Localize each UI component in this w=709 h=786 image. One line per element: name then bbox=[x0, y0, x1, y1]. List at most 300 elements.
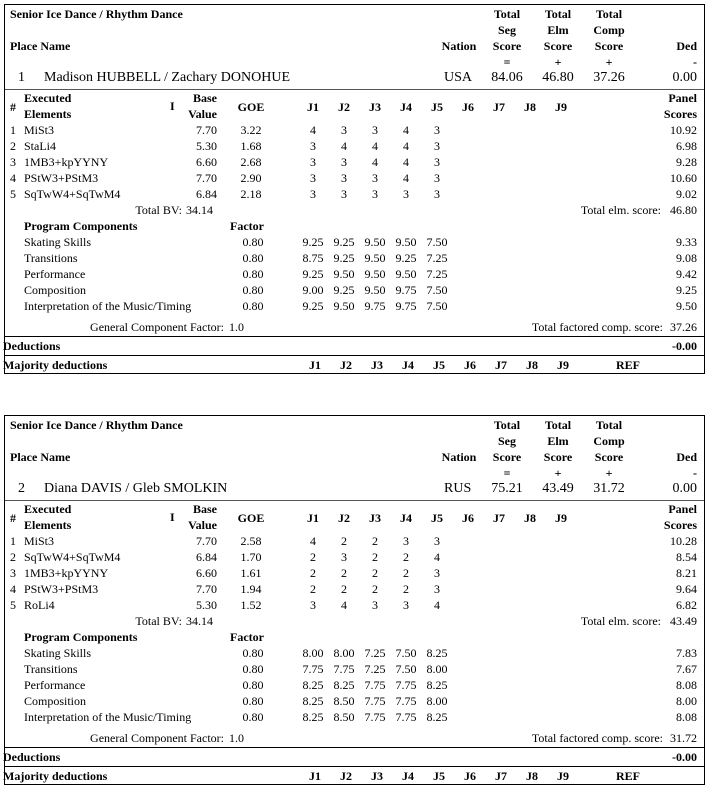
element-judge-score: 4 bbox=[372, 139, 378, 153]
component-name: Transitions bbox=[24, 662, 78, 676]
total-comp-header-2: Comp bbox=[593, 434, 625, 448]
place-name-header: Place Name bbox=[10, 39, 71, 53]
element-number: 5 bbox=[10, 187, 16, 201]
element-base-value: 7.70 bbox=[196, 123, 217, 137]
component-judge-score: 9.25 bbox=[302, 299, 324, 313]
hash-header: # bbox=[10, 100, 16, 114]
majority-judge-header-2: J2 bbox=[340, 769, 352, 783]
component-factor: 0.80 bbox=[242, 710, 264, 724]
component-judge-score: 9.25 bbox=[302, 267, 324, 281]
element-code: SqTwW4+SqTwM4 bbox=[24, 187, 121, 201]
gcf-value: 1.0 bbox=[229, 320, 244, 334]
total-elm-score-value: 46.80 bbox=[670, 203, 697, 217]
component-judge-score: 9.50 bbox=[333, 299, 355, 313]
element-goe: 2.68 bbox=[240, 155, 262, 169]
ref-header: REF bbox=[616, 358, 640, 372]
element-base-value: 6.60 bbox=[196, 566, 217, 580]
component-panel-score: 9.08 bbox=[676, 251, 697, 265]
component-judge-score: 7.75 bbox=[364, 710, 386, 724]
component-name: Transitions bbox=[24, 251, 78, 265]
judge-header-9: J9 bbox=[555, 100, 567, 114]
total-elm-score-value: 43.49 bbox=[670, 614, 697, 628]
component-judge-score: 9.00 bbox=[302, 283, 324, 297]
element-judge-score: 2 bbox=[310, 566, 316, 580]
judge-header-6: J6 bbox=[462, 511, 474, 525]
tss-value: 75.21 bbox=[491, 481, 523, 496]
component-factor: 0.80 bbox=[242, 662, 264, 676]
element-base-value: 5.30 bbox=[196, 139, 217, 153]
element-judge-score: 3 bbox=[434, 139, 440, 153]
total-elm-header-3: Score bbox=[543, 450, 573, 464]
skater-nation: USA bbox=[444, 70, 473, 85]
element-judge-score: 2 bbox=[372, 582, 378, 596]
element-judge-score: 3 bbox=[434, 155, 440, 169]
element-judge-score: 4 bbox=[403, 171, 409, 185]
element-judge-score: 3 bbox=[403, 187, 409, 201]
majority-top-line bbox=[5, 355, 704, 356]
tes-value: 43.49 bbox=[542, 481, 574, 496]
sheet-title: Senior Ice Dance / Rhythm Dance bbox=[10, 7, 183, 21]
component-judge-score: 7.50 bbox=[395, 646, 417, 660]
component-panel-score: 8.08 bbox=[676, 678, 697, 692]
component-judge-score: 9.25 bbox=[333, 235, 355, 249]
pcs-value: 37.26 bbox=[593, 70, 625, 85]
protocol-sheet-2 bbox=[4, 415, 705, 785]
component-judge-score: 7.75 bbox=[395, 710, 417, 724]
element-panel-score: 10.28 bbox=[670, 534, 697, 548]
ded-header-minus: - bbox=[693, 55, 697, 69]
element-judge-score: 3 bbox=[434, 582, 440, 596]
skater-name: Madison HUBBELL / Zachary DONOHUE bbox=[44, 70, 290, 85]
judge-header-3: J3 bbox=[369, 511, 381, 525]
component-judge-score: 9.50 bbox=[364, 267, 386, 281]
total-factored-value: 37.26 bbox=[670, 320, 697, 334]
total-elm-score-label: Total elm. score: bbox=[580, 614, 661, 628]
element-number: 4 bbox=[10, 171, 16, 185]
element-goe: 2.18 bbox=[240, 187, 262, 201]
component-judge-score: 7.75 bbox=[395, 678, 417, 692]
component-judge-score: 9.25 bbox=[302, 235, 324, 249]
component-factor: 0.80 bbox=[242, 235, 264, 249]
component-judge-score: 8.25 bbox=[426, 678, 448, 692]
total-elm-header-1: Total bbox=[544, 7, 572, 21]
element-base-value: 7.70 bbox=[196, 582, 217, 596]
component-panel-score: 9.25 bbox=[676, 283, 697, 297]
ded-value: 0.00 bbox=[672, 70, 697, 85]
element-goe: 1.94 bbox=[240, 582, 262, 596]
component-judge-score: 7.50 bbox=[395, 662, 417, 676]
scores-header: Scores bbox=[663, 107, 697, 121]
majority-judge-header-8: J8 bbox=[526, 769, 538, 783]
component-name: Composition bbox=[24, 694, 87, 708]
total-factored-label: Total factored comp. score: bbox=[531, 731, 663, 745]
judge-header-5: J5 bbox=[431, 100, 443, 114]
element-number: 2 bbox=[10, 139, 16, 153]
component-panel-score: 9.33 bbox=[676, 235, 697, 249]
element-judge-score: 2 bbox=[372, 566, 378, 580]
component-judge-score: 9.50 bbox=[364, 251, 386, 265]
element-goe: 1.61 bbox=[240, 566, 262, 580]
total-bv-value: 34.14 bbox=[186, 614, 213, 628]
component-judge-score: 9.75 bbox=[395, 299, 417, 313]
total-bv-value: 34.14 bbox=[186, 203, 213, 217]
element-goe: 1.70 bbox=[240, 550, 262, 564]
element-goe: 1.68 bbox=[240, 139, 262, 153]
component-judge-score: 7.25 bbox=[426, 267, 448, 281]
total-elm-header-3: Score bbox=[543, 39, 573, 53]
component-factor: 0.80 bbox=[242, 299, 264, 313]
component-factor: 0.80 bbox=[242, 251, 264, 265]
panel-header: Panel bbox=[668, 502, 697, 516]
majority-deductions-label: Majority deductions bbox=[3, 769, 108, 783]
element-code: SqTwW4+SqTwM4 bbox=[24, 550, 121, 564]
element-judge-score: 2 bbox=[341, 534, 347, 548]
element-judge-score: 3 bbox=[403, 534, 409, 548]
total-elm-score-label: Total elm. score: bbox=[580, 203, 661, 217]
hash-header: # bbox=[10, 511, 16, 525]
component-judge-score: 8.25 bbox=[302, 694, 324, 708]
info-header: I bbox=[170, 510, 175, 524]
element-panel-score: 9.28 bbox=[676, 155, 697, 169]
element-judge-score: 3 bbox=[310, 139, 316, 153]
judge-header-8: J8 bbox=[524, 511, 536, 525]
judge-header-9: J9 bbox=[555, 511, 567, 525]
majority-deductions-label: Majority deductions bbox=[3, 358, 108, 372]
element-code: MiSt3 bbox=[24, 123, 55, 137]
executed-header: Executed bbox=[24, 502, 72, 516]
total-elm-header-4: + bbox=[554, 466, 562, 480]
total-elm-header-2: Elm bbox=[547, 23, 569, 37]
element-code: PStW3+PStM3 bbox=[24, 582, 99, 596]
total-elm-header-2: Elm bbox=[547, 434, 569, 448]
total-seg-header-2: Seg bbox=[498, 23, 516, 37]
element-judge-score: 3 bbox=[434, 534, 440, 548]
total-seg-header-4: = bbox=[503, 55, 511, 69]
base-header: Base bbox=[193, 502, 217, 516]
element-judge-score: 4 bbox=[403, 123, 409, 137]
judge-header-8: J8 bbox=[524, 100, 536, 114]
element-goe: 2.58 bbox=[240, 534, 262, 548]
component-name: Performance bbox=[24, 267, 86, 281]
element-code: MiSt3 bbox=[24, 534, 55, 548]
component-panel-score: 7.83 bbox=[676, 646, 697, 660]
component-judge-score: 8.50 bbox=[333, 694, 355, 708]
element-judge-score: 3 bbox=[310, 171, 316, 185]
judge-header-1: J1 bbox=[307, 511, 319, 525]
element-code: PStW3+PStM3 bbox=[24, 171, 99, 185]
judge-header-6: J6 bbox=[462, 100, 474, 114]
component-judge-score: 8.75 bbox=[302, 251, 324, 265]
factor-header: Factor bbox=[230, 219, 264, 233]
element-judge-score: 3 bbox=[434, 566, 440, 580]
majority-judge-header-7: J7 bbox=[495, 358, 507, 372]
gcf-label: General Component Factor: bbox=[90, 731, 224, 745]
element-judge-score: 2 bbox=[372, 550, 378, 564]
element-panel-score: 10.92 bbox=[670, 123, 697, 137]
component-judge-score: 8.25 bbox=[426, 646, 448, 660]
total-elm-header-4: + bbox=[554, 55, 562, 69]
element-judge-score: 3 bbox=[434, 187, 440, 201]
component-judge-score: 9.25 bbox=[395, 251, 417, 265]
element-panel-score: 6.82 bbox=[676, 598, 697, 612]
deductions-top-line bbox=[5, 336, 704, 337]
element-number: 1 bbox=[10, 123, 16, 137]
component-panel-score: 8.00 bbox=[676, 694, 697, 708]
element-judge-score: 3 bbox=[341, 171, 347, 185]
component-factor: 0.80 bbox=[242, 646, 264, 660]
element-number: 2 bbox=[10, 550, 16, 564]
elements-header: Elements bbox=[24, 107, 72, 121]
total-comp-header-2: Comp bbox=[593, 23, 625, 37]
ded-header-minus: - bbox=[693, 466, 697, 480]
judge-header-2: J2 bbox=[338, 511, 350, 525]
deductions-value: -0.00 bbox=[672, 339, 697, 353]
element-code: RoLi4 bbox=[24, 598, 55, 612]
deductions-label: Deductions bbox=[3, 750, 61, 764]
element-panel-score: 8.54 bbox=[676, 550, 697, 564]
element-judge-score: 2 bbox=[403, 566, 409, 580]
gcf-value: 1.0 bbox=[229, 731, 244, 745]
majority-judge-header-6: J6 bbox=[464, 358, 476, 372]
component-judge-score: 9.50 bbox=[333, 267, 355, 281]
total-comp-header-1: Total bbox=[595, 7, 623, 21]
executed-header: Executed bbox=[24, 91, 72, 105]
element-code: 1MB3+kpYYNY bbox=[24, 155, 109, 169]
nation-header: Nation bbox=[441, 39, 477, 53]
element-panel-score: 9.02 bbox=[676, 187, 697, 201]
total-seg-header-4: = bbox=[503, 466, 511, 480]
program-components-header: Program Components bbox=[24, 630, 138, 644]
component-judge-score: 8.25 bbox=[333, 678, 355, 692]
element-judge-score: 3 bbox=[341, 155, 347, 169]
deductions-label: Deductions bbox=[3, 339, 61, 353]
majority-judge-header-4: J4 bbox=[402, 769, 414, 783]
ref-header: REF bbox=[616, 769, 640, 783]
majority-judge-header-3: J3 bbox=[371, 358, 383, 372]
goe-header: GOE bbox=[237, 100, 265, 114]
sheet-title: Senior Ice Dance / Rhythm Dance bbox=[10, 418, 183, 432]
component-factor: 0.80 bbox=[242, 694, 264, 708]
skater-name: Diana DAVIS / Gleb SMOLKIN bbox=[44, 481, 228, 496]
element-number: 5 bbox=[10, 598, 16, 612]
element-base-value: 6.60 bbox=[196, 155, 217, 169]
element-base-value: 5.30 bbox=[196, 598, 217, 612]
judge-header-7: J7 bbox=[493, 100, 505, 114]
total-comp-header-4: + bbox=[605, 55, 613, 69]
factor-header: Factor bbox=[230, 630, 264, 644]
element-judge-score: 4 bbox=[341, 139, 347, 153]
element-judge-score: 3 bbox=[372, 598, 378, 612]
element-base-value: 7.70 bbox=[196, 534, 217, 548]
panel-header: Panel bbox=[668, 91, 697, 105]
component-judge-score: 9.50 bbox=[395, 235, 417, 249]
component-judge-score: 8.00 bbox=[302, 646, 324, 660]
component-judge-score: 7.75 bbox=[364, 678, 386, 692]
majority-top-line bbox=[5, 766, 704, 767]
goe-header: GOE bbox=[237, 511, 265, 525]
element-judge-score: 3 bbox=[341, 123, 347, 137]
total-seg-header-1: Total bbox=[493, 7, 521, 21]
component-judge-score: 9.75 bbox=[395, 283, 417, 297]
component-judge-score: 7.75 bbox=[333, 662, 355, 676]
component-judge-score: 9.50 bbox=[364, 283, 386, 297]
element-panel-score: 10.60 bbox=[670, 171, 697, 185]
element-judge-score: 2 bbox=[341, 582, 347, 596]
ded-header: Ded bbox=[676, 450, 697, 464]
element-base-value: 7.70 bbox=[196, 171, 217, 185]
elements-header: Elements bbox=[24, 518, 72, 532]
total-seg-header-1: Total bbox=[493, 418, 521, 432]
value-header: Value bbox=[188, 518, 217, 532]
header-divider bbox=[5, 89, 704, 90]
element-judge-score: 3 bbox=[403, 598, 409, 612]
component-judge-score: 7.25 bbox=[426, 251, 448, 265]
element-judge-score: 3 bbox=[310, 155, 316, 169]
total-factored-label: Total factored comp. score: bbox=[531, 320, 663, 334]
element-judge-score: 3 bbox=[434, 123, 440, 137]
element-code: 1MB3+kpYYNY bbox=[24, 566, 109, 580]
majority-judge-header-2: J2 bbox=[340, 358, 352, 372]
majority-judge-header-7: J7 bbox=[495, 769, 507, 783]
total-elm-header-1: Total bbox=[544, 418, 572, 432]
component-name: Composition bbox=[24, 283, 87, 297]
total-bv-label: Total BV: bbox=[135, 614, 182, 628]
judge-header-4: J4 bbox=[400, 511, 412, 525]
ded-header: Ded bbox=[676, 39, 697, 53]
total-comp-header-3: Score bbox=[594, 39, 624, 53]
component-judge-score: 9.50 bbox=[364, 235, 386, 249]
total-comp-header-1: Total bbox=[595, 418, 623, 432]
element-panel-score: 9.64 bbox=[676, 582, 697, 596]
element-number: 1 bbox=[10, 534, 16, 548]
component-judge-score: 9.75 bbox=[364, 299, 386, 313]
component-panel-score: 7.67 bbox=[676, 662, 697, 676]
majority-judge-header-4: J4 bbox=[402, 358, 414, 372]
judge-header-1: J1 bbox=[307, 100, 319, 114]
deductions-value: -0.00 bbox=[672, 750, 697, 764]
component-name: Skating Skills bbox=[24, 646, 92, 660]
tes-value: 46.80 bbox=[542, 70, 574, 85]
component-factor: 0.80 bbox=[242, 283, 264, 297]
element-judge-score: 3 bbox=[310, 598, 316, 612]
element-goe: 2.90 bbox=[240, 171, 262, 185]
ded-value: 0.00 bbox=[672, 481, 697, 496]
total-comp-header-4: + bbox=[605, 466, 613, 480]
judge-header-3: J3 bbox=[369, 100, 381, 114]
element-goe: 1.52 bbox=[240, 598, 262, 612]
majority-judge-header-6: J6 bbox=[464, 769, 476, 783]
element-judge-score: 4 bbox=[310, 534, 316, 548]
element-base-value: 6.84 bbox=[196, 550, 217, 564]
nation-header: Nation bbox=[441, 450, 477, 464]
component-judge-score: 7.25 bbox=[364, 646, 386, 660]
total-bv-label: Total BV: bbox=[135, 203, 182, 217]
header-divider bbox=[5, 500, 704, 501]
pcs-value: 31.72 bbox=[593, 481, 625, 496]
component-judge-score: 7.75 bbox=[302, 662, 324, 676]
component-judge-score: 7.25 bbox=[364, 662, 386, 676]
total-factored-value: 31.72 bbox=[670, 731, 697, 745]
element-judge-score: 3 bbox=[372, 171, 378, 185]
total-seg-header-2: Seg bbox=[498, 434, 516, 448]
element-judge-score: 2 bbox=[372, 534, 378, 548]
component-judge-score: 7.50 bbox=[426, 283, 448, 297]
element-judge-score: 3 bbox=[341, 187, 347, 201]
component-judge-score: 9.25 bbox=[333, 283, 355, 297]
component-judge-score: 8.00 bbox=[426, 694, 448, 708]
judge-header-2: J2 bbox=[338, 100, 350, 114]
place-number: 2 bbox=[18, 481, 25, 496]
component-judge-score: 9.25 bbox=[333, 251, 355, 265]
component-judge-score: 9.50 bbox=[395, 267, 417, 281]
deductions-top-line bbox=[5, 747, 704, 748]
place-name-header: Place Name bbox=[10, 450, 71, 464]
majority-judge-header-3: J3 bbox=[371, 769, 383, 783]
info-header: I bbox=[170, 99, 175, 113]
component-judge-score: 8.25 bbox=[302, 710, 324, 724]
majority-judge-header-1: J1 bbox=[309, 358, 321, 372]
element-judge-score: 3 bbox=[372, 187, 378, 201]
total-seg-header-3: Score bbox=[492, 450, 522, 464]
majority-judge-header-5: J5 bbox=[433, 769, 445, 783]
element-number: 3 bbox=[10, 566, 16, 580]
element-judge-score: 4 bbox=[434, 550, 440, 564]
majority-judge-header-8: J8 bbox=[526, 358, 538, 372]
component-judge-score: 7.75 bbox=[395, 694, 417, 708]
component-judge-score: 7.50 bbox=[426, 299, 448, 313]
component-judge-score: 7.75 bbox=[364, 694, 386, 708]
component-panel-score: 9.42 bbox=[676, 267, 697, 281]
element-base-value: 6.84 bbox=[196, 187, 217, 201]
judge-header-4: J4 bbox=[400, 100, 412, 114]
component-judge-score: 8.50 bbox=[333, 710, 355, 724]
element-number: 3 bbox=[10, 155, 16, 169]
component-name: Interpretation of the Music/Timing bbox=[24, 710, 192, 724]
component-name: Interpretation of the Music/Timing bbox=[24, 299, 192, 313]
place-number: 1 bbox=[18, 70, 25, 85]
element-goe: 3.22 bbox=[240, 123, 262, 137]
element-judge-score: 2 bbox=[403, 582, 409, 596]
element-judge-score: 4 bbox=[403, 139, 409, 153]
element-number: 4 bbox=[10, 582, 16, 596]
element-judge-score: 3 bbox=[310, 187, 316, 201]
component-judge-score: 8.00 bbox=[333, 646, 355, 660]
base-header: Base bbox=[193, 91, 217, 105]
component-judge-score: 8.25 bbox=[426, 710, 448, 724]
element-panel-score: 8.21 bbox=[676, 566, 697, 580]
program-components-header: Program Components bbox=[24, 219, 138, 233]
element-judge-score: 4 bbox=[403, 155, 409, 169]
component-name: Skating Skills bbox=[24, 235, 92, 249]
judge-header-7: J7 bbox=[493, 511, 505, 525]
component-panel-score: 9.50 bbox=[676, 299, 697, 313]
element-judge-score: 2 bbox=[310, 550, 316, 564]
protocol-sheet-1 bbox=[4, 4, 705, 374]
majority-judge-header-9: J9 bbox=[557, 358, 569, 372]
element-judge-score: 2 bbox=[310, 582, 316, 596]
element-judge-score: 3 bbox=[341, 550, 347, 564]
element-judge-score: 4 bbox=[341, 598, 347, 612]
component-factor: 0.80 bbox=[242, 678, 264, 692]
element-judge-score: 3 bbox=[434, 171, 440, 185]
element-judge-score: 4 bbox=[310, 123, 316, 137]
majority-judge-header-5: J5 bbox=[433, 358, 445, 372]
judge-header-5: J5 bbox=[431, 511, 443, 525]
element-code: StaLi4 bbox=[24, 139, 56, 153]
element-judge-score: 4 bbox=[372, 155, 378, 169]
component-judge-score: 7.50 bbox=[426, 235, 448, 249]
element-judge-score: 2 bbox=[341, 566, 347, 580]
